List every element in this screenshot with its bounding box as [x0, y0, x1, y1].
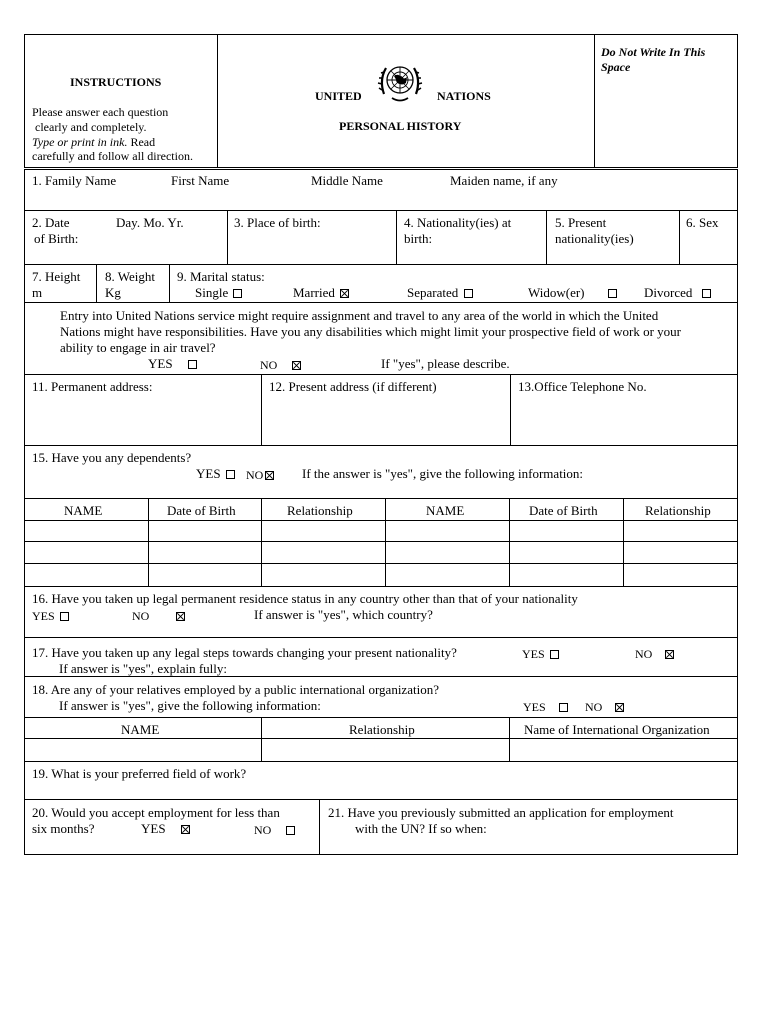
q9-separated-label: Separated: [407, 285, 459, 300]
rel-header-organization: Name of International Organization: [524, 722, 710, 737]
rel-header-name: NAME: [121, 722, 160, 737]
q21-label-line-1: 21. Have you previously submitted an application for employment: [328, 805, 674, 820]
q17-yes-option[interactable]: [522, 646, 561, 662]
q5-present-nationality-line-1: 5. Present: [555, 215, 607, 230]
instructions-title: INSTRUCTIONS: [70, 75, 162, 89]
q6-sex: 6. Sex: [686, 215, 719, 230]
q2-date-label: 2. Date: [32, 215, 70, 230]
q8-unit: Kg: [105, 285, 121, 300]
q18-no-option[interactable]: [585, 699, 626, 715]
q18-yes-option[interactable]: [523, 699, 570, 715]
q17-no-label: NO: [635, 647, 653, 661]
q2-of-birth-label: of Birth:: [34, 231, 79, 246]
q9-marital-status-label: 9. Marital status:: [177, 269, 265, 284]
dep-header-relationship-1: Relationship: [287, 503, 353, 518]
q21-label-line-2: with the UN? If so when:: [355, 821, 487, 836]
q20-label-line-1: 20. Would you accept employment for less than: [32, 805, 280, 820]
rel-header-relationship: Relationship: [349, 722, 415, 737]
q17-no-checkbox[interactable]: [665, 650, 674, 659]
instructions-read: Read: [130, 135, 156, 149]
q18-follow: If answer is "yes", give the following information:: [59, 698, 321, 713]
q20-no-label: NO: [254, 823, 272, 837]
q11-permanent-address: 11. Permanent address:: [32, 379, 153, 394]
q7-height-label: 7. Height: [32, 269, 81, 284]
q17-no-option[interactable]: [635, 646, 676, 662]
q9-widow-option[interactable]: [528, 285, 619, 301]
q1-middle-name: Middle Name: [311, 173, 383, 188]
q1-family-name: 1. Family Name: [32, 173, 117, 188]
q18-no-checkbox[interactable]: [615, 703, 624, 712]
q17-yes-checkbox[interactable]: [550, 650, 559, 659]
q9-single-option[interactable]: [195, 285, 244, 301]
q18-no-label: NO: [585, 700, 603, 714]
q9-married-option[interactable]: [293, 285, 351, 301]
office-note-line-1: Do Not Write In This: [601, 45, 706, 59]
q15-no-checkbox[interactable]: [265, 471, 274, 480]
q20-label-line-2: six months?: [32, 821, 95, 836]
q20-yes-option[interactable]: [141, 821, 192, 837]
q20-yes-label: YES: [141, 821, 166, 836]
q20-yes-checkbox[interactable]: [181, 825, 190, 834]
dep-header-name-1: NAME: [64, 503, 103, 518]
q15-info: If the answer is "yes", give the following information:: [302, 466, 584, 481]
q19-field-of-work: 19. What is your preferred field of work?: [32, 766, 247, 781]
q13-office-telephone: 13.Office Telephone No.: [518, 379, 647, 394]
q1-maiden-name: Maiden name, if any: [450, 173, 558, 188]
q10-no-checkbox[interactable]: [292, 361, 301, 370]
q10-yes-option[interactable]: [148, 356, 199, 372]
q15-no-option[interactable]: [246, 467, 276, 483]
q9-separated-checkbox[interactable]: [464, 289, 473, 298]
q9-divorced-checkbox[interactable]: [702, 289, 711, 298]
q9-single-checkbox[interactable]: [233, 289, 242, 298]
q1-first-name: First Name: [171, 173, 230, 188]
q9-divorced-option[interactable]: [644, 285, 713, 301]
q17-explain: If answer is "yes", explain fully:: [59, 661, 228, 676]
q9-widow-label: Widow(er): [528, 285, 585, 300]
un-emblem-icon: [376, 60, 424, 104]
q18-relatives-label: 18. Are any of your relatives employed by a public international organization?: [32, 682, 439, 697]
q10-text-line-2: Nations might have responsibilities. Have you any disabilities which might limit your prospective field of work or your: [60, 324, 682, 339]
q9-married-checkbox[interactable]: [340, 289, 349, 298]
q17-yes-label: YES: [522, 647, 545, 661]
q16-no-checkbox[interactable]: [176, 612, 185, 621]
q16-no-option[interactable]: [132, 608, 187, 624]
q18-yes-checkbox[interactable]: [559, 703, 568, 712]
q15-dependents-label: 15. Have you any dependents?: [32, 450, 192, 465]
q5-present-nationality-line-2: nationality(ies): [555, 231, 634, 246]
org-name-left: UNITED: [315, 89, 362, 103]
q9-separated-option[interactable]: [407, 285, 475, 301]
q4-nationality-line-1: 4. Nationality(ies) at: [404, 215, 512, 230]
q9-divorced-label: Divorced: [644, 285, 693, 300]
q16-yes-option[interactable]: [32, 608, 71, 624]
q16-yes-checkbox[interactable]: [60, 612, 69, 621]
q10-text-line-3: ability to engage in air travel?: [60, 340, 216, 355]
q16-no-label: NO: [132, 609, 150, 623]
q8-weight-label: 8. Weight: [105, 269, 155, 284]
dep-header-dob-1: Date of Birth: [167, 503, 236, 518]
q17-nationality-change-label: 17. Have you taken up any legal steps towards changing your present nationality?: [32, 645, 457, 660]
q2-day-month-year: Day. Mo. Yr.: [116, 215, 184, 230]
q20-no-option[interactable]: [254, 822, 297, 838]
q7-unit: m: [32, 285, 43, 300]
instructions-italic: Type or print in ink.: [32, 135, 128, 149]
q4-nationality-line-2: birth:: [404, 231, 433, 246]
instructions-line-1: Please answer each question: [32, 105, 169, 119]
q10-no-label: NO: [260, 358, 278, 372]
q15-yes-label: YES: [196, 466, 221, 481]
office-note-line-2: Space: [601, 60, 631, 74]
form-title: PERSONAL HISTORY: [339, 119, 462, 133]
dep-header-name-2: NAME: [426, 503, 465, 518]
q9-married-label: Married: [293, 285, 335, 300]
q16-residence-label: 16. Have you taken up legal permanent residence status in any country other than that of your nationality: [32, 591, 578, 606]
q10-no-option[interactable]: [260, 357, 303, 373]
q15-yes-option[interactable]: [196, 466, 237, 482]
org-name-right: NATIONS: [437, 89, 491, 103]
q12-present-address: 12. Present address (if different): [269, 379, 437, 394]
instructions-line-4: carefully and follow all direction.: [32, 149, 193, 163]
q10-describe: If "yes", please describe.: [381, 356, 510, 371]
q9-widow-checkbox[interactable]: [608, 289, 617, 298]
q20-no-checkbox[interactable]: [286, 826, 295, 835]
q18-yes-label: YES: [523, 700, 546, 714]
q15-yes-checkbox[interactable]: [226, 470, 235, 479]
q16-yes-label: YES: [32, 609, 55, 623]
q10-yes-label: YES: [148, 356, 173, 371]
q3-place-of-birth: 3. Place of birth:: [234, 215, 321, 230]
dep-header-dob-2: Date of Birth: [529, 503, 598, 518]
dep-header-relationship-2: Relationship: [645, 503, 711, 518]
q10-text-line-1: Entry into United Nations service might require assignment and travel to any area of the world in which the United: [60, 308, 659, 323]
q10-yes-checkbox[interactable]: [188, 360, 197, 369]
q9-single-label: Single: [195, 285, 229, 300]
q16-which-country: If answer is "yes", which country?: [254, 607, 433, 622]
q15-no-label: NO: [246, 468, 264, 482]
instructions-line-2: clearly and completely.: [35, 120, 147, 134]
